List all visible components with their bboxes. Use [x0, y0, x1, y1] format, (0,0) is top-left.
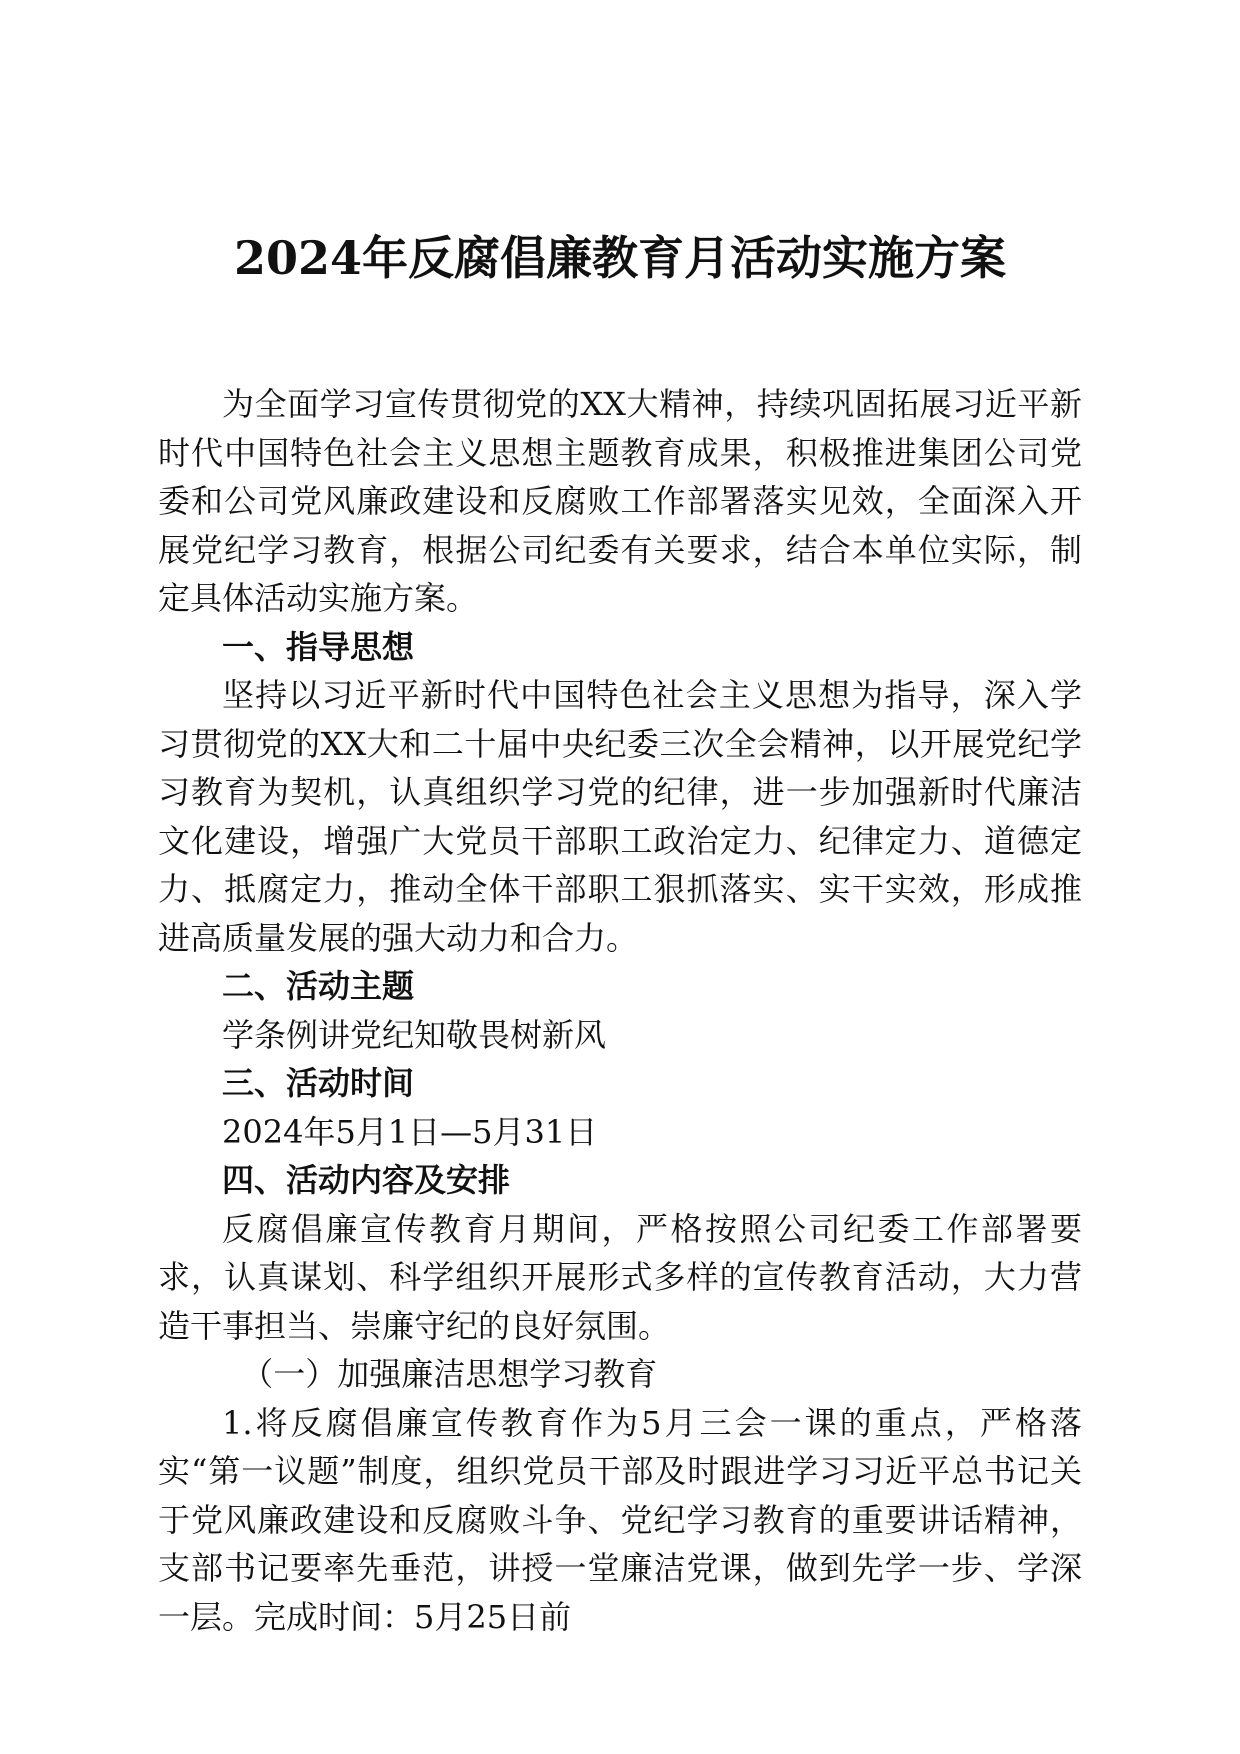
subsection-heading: （一）加强廉洁思想学习教育	[241, 1355, 658, 1393]
intro-paragraph: 为全面学习宣传贯彻党的XX大精神，持续巩固拓展习近平新时代中国特色社会主义思想主题教育成果，积极推进集团公司党委和公司党风廉政建设和反腐败工作部署落实见效，全面深入开展党纪学习教育，根据公司纪委有关要求，结合本单位实际，制定具体活动实施方案。	[158, 385, 1082, 617]
section-paragraph-activity-time: 2024年5月1日—5月31日	[222, 1112, 598, 1151]
section-heading-guiding-ideology: 一、指导思想	[222, 627, 415, 666]
document-title: 2024年反腐倡廉教育月活动实施方案	[233, 231, 1007, 285]
section-paragraph-guiding-ideology: 坚持以习近平新时代中国特色社会主义思想为指导，深入学习贯彻党的XX大和二十届中央纪委三次全会精神，以开展党纪学习教育为契机，认真组织学习党的纪律，进一步加强新时代廉洁文化建设，增强广大党员干部职工政治定力、纪律定力、道德定力、抵腐定力，推动全体干部职工狠抓落实、实干实效，形成推进高质量发展的强大动力和合力。	[158, 676, 1082, 957]
section-paragraph-activity-theme: 学条例讲党纪知敬畏树新风	[222, 1015, 607, 1054]
section-paragraph-activity-content: 反腐倡廉宣传教育月期间，严格按照公司纪委工作部署要求，认真谋划、科学组织开展形式多样的宣传教育活动，大力营造干事担当、崇廉守纪的良好氛围。	[158, 1209, 1082, 1345]
subsection-item-paragraph: 1.将反腐倡廉宣传教育作为5月三会一课的重点，严格落实“第一议题”制度，组织党员干部及时跟进学习习近平总书记关于党风廉政建设和反腐败斗争、党纪学习教育的重要讲话精神，支部书记要率先垂范，讲授一堂廉洁党课，做到先学一步、学深一层。完成时间：5月25日前	[158, 1403, 1082, 1636]
document-body	[158, 380, 1082, 1641]
section-heading-activity-time: 三、活动时间	[222, 1064, 415, 1102]
section-heading-activity-theme: 二、活动主题	[222, 967, 415, 1005]
section-heading-activity-content: 四、活动内容及安排	[222, 1161, 511, 1199]
